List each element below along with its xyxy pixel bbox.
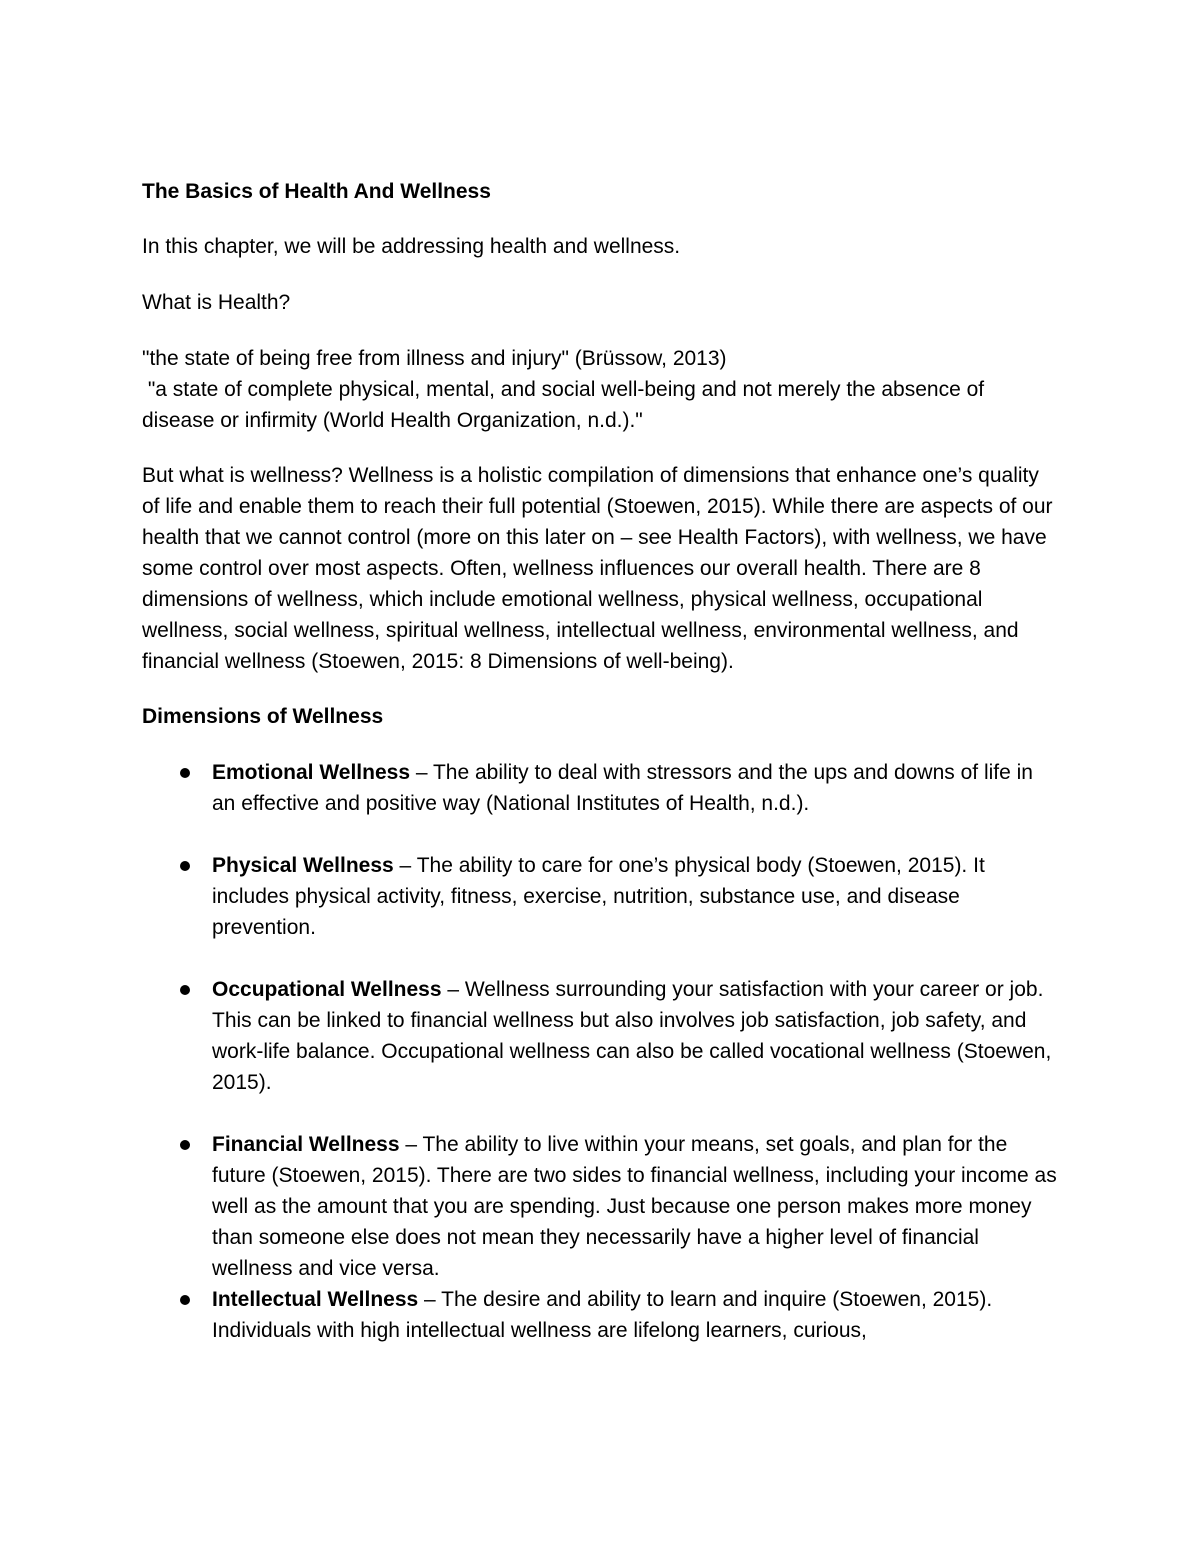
document-body [142, 176, 1062, 1346]
bullet-icon [180, 1295, 190, 1305]
list-item [142, 850, 1062, 943]
intro-paragraph: In this chapter, we will be addressing health and wellness. [142, 235, 681, 258]
dimension-term: Occupational Wellness [212, 978, 442, 1001]
dimension-term: Financial Wellness [212, 1133, 400, 1156]
list-item [142, 1284, 1062, 1346]
health-question: What is Health? [142, 291, 291, 314]
dimension-term: Emotional Wellness [212, 761, 410, 784]
bullet-icon [180, 985, 190, 995]
dimensions-list [142, 757, 1062, 1346]
dimension-description: – Wellness surrounding your satisfaction with your career or job. This can be linked to financial wellness but also involves job satisfaction, job safety, and work-life balance. Occupational wellness can also be called vocational wellness (Stoewen, 2015). [212, 978, 1052, 1094]
list-item [142, 974, 1062, 1098]
dimensions-heading: Dimensions of Wellness [142, 705, 384, 728]
dimension-description: – The ability to live within your means, set goals, and plan for the future (Stoewen, 2015). There are two sides to financial wellness, including your income as well as the amount that you are spending. Just because one person makes more money than someone else does not mean they necessarily have a higher level of financial wellness and vice versa. [212, 1133, 1057, 1280]
dimension-description: – The desire and ability to learn and inquire (Stoewen, 2015). Individuals with high intellectual wellness are lifelong learners, curious, [212, 1288, 993, 1342]
wellness-paragraph: But what is wellness? Wellness is a holistic compilation of dimensions that enhance one’s quality of life and enable them to reach their full potential (Stoewen, 2015). While there are aspects of our health that we cannot control (more on this later on – see Health Factors), with wellness, we have some control over most aspects. Often, wellness influences our overall health. There are 8 dimensions of wellness, which include emotional wellness, physical wellness, occupational wellness, social wellness, spiritual wellness, intellectual wellness, environmental wellness, and financial wellness (Stoewen, 2015: 8 Dimensions of well-being). [142, 464, 1053, 673]
list-item [142, 1129, 1062, 1284]
dimension-term: Physical Wellness [212, 854, 394, 877]
bullet-icon [180, 861, 190, 871]
health-definition-quote-1: "the state of being free from illness and injury" (Brüssow, 2013) [142, 347, 727, 370]
dimension-description: – The ability to deal with stressors and the ups and downs of life in an effective and positive way (National Institutes of Health, n.d.). [212, 761, 1033, 815]
dimension-description: – The ability to care for one’s physical body (Stoewen, 2015). It includes physical activity, fitness, exercise, nutrition, substance use, and disease prevention. [212, 854, 985, 939]
health-definition-quote-2: "a state of complete physical, mental, and social well-being and not merely the absence of disease or infirmity (World Health Organization, n.d.)." [142, 378, 990, 432]
list-item [142, 757, 1062, 819]
bullet-icon [180, 1140, 190, 1150]
document-title: The Basics of Health And Wellness [142, 180, 491, 203]
bullet-icon [180, 768, 190, 778]
dimension-term: Intellectual Wellness [212, 1288, 419, 1311]
